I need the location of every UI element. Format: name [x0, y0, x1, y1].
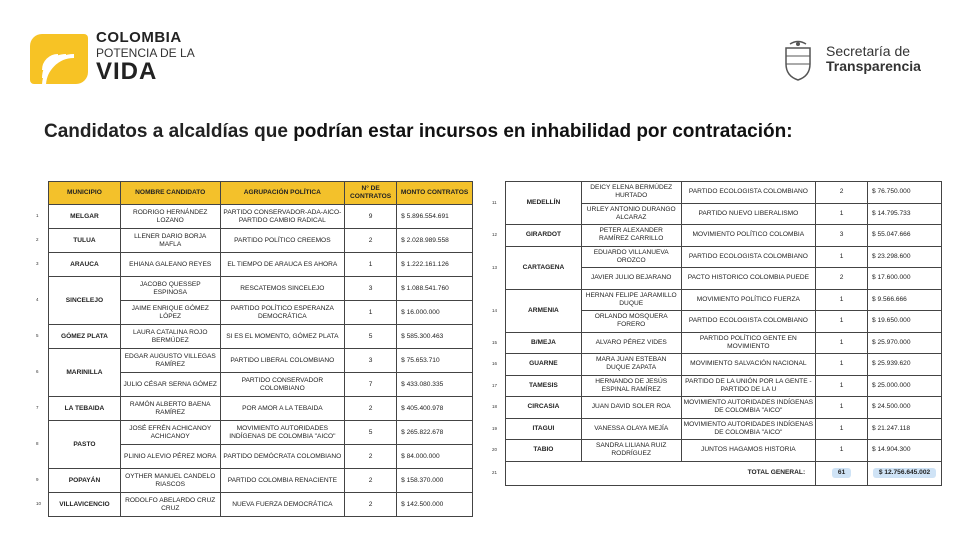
contratos-cell: 7 — [345, 373, 397, 397]
contratos-cell: 1 — [816, 375, 868, 397]
agrupacion-cell: PARTIDO COLOMBIA RENACIENTE — [220, 469, 345, 493]
candidato-cell: JUAN DAVID SOLER ROA — [581, 397, 681, 419]
row-number: 3 — [36, 261, 39, 266]
agrupacion-cell: PARTIDO DE LA UNIÓN POR LA GENTE - PARTIDO DE LA U — [681, 375, 816, 397]
monto-cell: $ 9.566.666 — [868, 289, 942, 311]
municipio-cell: GIRARDOT — [506, 225, 582, 247]
row-number: 16 — [492, 361, 498, 366]
contratos-cell: 5 — [345, 325, 397, 349]
contratos-cell: 1 — [816, 289, 868, 311]
agrupacion-cell: PARTIDO ECOLOGISTA COLOMBIANO — [681, 311, 816, 333]
row-number: 11 — [492, 200, 497, 205]
monto-cell: $ 14.795.733 — [868, 203, 942, 225]
candidato-cell: DEICY ELENA BERMÚDEZ HURTADO — [581, 182, 681, 204]
candidato-cell: JOSÉ EFRÉN ACHICANOY ACHICANOY — [120, 421, 220, 445]
candidato-cell: RODRIGO HERNÁNDEZ LOZANO — [120, 205, 220, 229]
municipio-cell: TULUA — [49, 229, 121, 253]
table-row — [506, 397, 942, 419]
table-row — [506, 225, 942, 247]
table-row — [506, 440, 942, 462]
table-row — [506, 375, 942, 397]
secretaria-logo — [780, 40, 950, 82]
monto-cell: $ 25.000.000 — [868, 375, 942, 397]
agrupacion-cell: PARTIDO LIBERAL COLOMBIANO — [220, 349, 345, 373]
municipio-cell: MEDELLÍN — [506, 182, 582, 225]
table-row — [49, 229, 473, 253]
contratos-cell: 1 — [816, 311, 868, 333]
table-row — [506, 246, 942, 268]
municipio-cell: CARTAGENA — [506, 246, 582, 289]
monto-cell: $ 17.600.000 — [868, 268, 942, 290]
agrupacion-cell: MOVIMIENTO AUTORIDADES INDÍGENAS DE COLOMBIA "AICO" — [681, 418, 816, 440]
monto-cell: $ 19.650.000 — [868, 311, 942, 333]
agrupacion-cell: PARTIDO POLÍTICO GENTE EN MOVIMIENTO — [681, 332, 816, 354]
monto-cell: $ 142.500.000 — [397, 493, 473, 517]
monto-cell: $ 55.047.666 — [868, 225, 942, 247]
left-candidates-table — [48, 181, 473, 517]
monto-cell: $ 24.500.000 — [868, 397, 942, 419]
agrupacion-cell: PARTIDO CONSERVADOR COLOMBIANO — [220, 373, 345, 397]
logo-line3: VIDA — [96, 58, 158, 85]
agrupacion-cell: MOVIMIENTO AUTORIDADES INDÍGENAS DE COLOMBIA "AICO" — [220, 421, 345, 445]
table-row — [49, 277, 473, 301]
logo-line1: COLOMBIA — [96, 29, 182, 46]
row-number: 17 — [492, 383, 498, 388]
table-row — [49, 397, 473, 421]
row-number: 18 — [492, 404, 498, 409]
municipio-cell: CIRCASIA — [506, 397, 582, 419]
municipio-cell: TABIO — [506, 440, 582, 462]
candidato-cell: LLENER DARIO BORJA MAFLA — [120, 229, 220, 253]
contratos-cell: 2 — [345, 229, 397, 253]
title-part1: Candidatos a alcaldías que — [44, 121, 294, 142]
table-header-row — [49, 182, 473, 205]
monto-cell: $ 433.080.335 — [397, 373, 473, 397]
contratos-cell: 1 — [816, 354, 868, 376]
monto-cell: $ 84.000.000 — [397, 445, 473, 469]
row-number: 7 — [36, 405, 39, 410]
monto-cell: $ 405.400.978 — [397, 397, 473, 421]
contratos-cell: 3 — [816, 225, 868, 247]
contratos-cell: 2 — [816, 182, 868, 204]
contratos-cell: 1 — [816, 332, 868, 354]
candidato-cell: ORLANDO MOSQUERA FORERO — [581, 311, 681, 333]
title-part2: podrían estar incursos en inhabilidad por contratación: — [293, 121, 793, 142]
candidato-cell: EHIANA GALEANO REYES — [120, 253, 220, 277]
table-row — [506, 418, 942, 440]
row-number: 6 — [36, 369, 39, 374]
contratos-cell: 2 — [345, 493, 397, 517]
table-row — [49, 493, 473, 517]
municipio-cell: POPAYÁN — [49, 469, 121, 493]
total-label: TOTAL GENERAL: — [506, 461, 816, 485]
agrupacion-cell: JUNTOS HAGAMOS HISTORIA — [681, 440, 816, 462]
agrupacion-cell: PARTIDO ECOLOGISTA COLOMBIANO — [681, 182, 816, 204]
monto-cell: $ 2.028.989.558 — [397, 229, 473, 253]
agrupacion-cell: POR AMOR A LA TEBAIDA — [220, 397, 345, 421]
agrupacion-cell: MOVIMIENTO AUTORIDADES INDÍGENAS DE COLOMBIA "AICO" — [681, 397, 816, 419]
contratos-cell: 1 — [816, 203, 868, 225]
monto-cell: $ 1.222.161.126 — [397, 253, 473, 277]
monto-cell: $ 23.298.600 — [868, 246, 942, 268]
agrupacion-cell: EL TIEMPO DE ARAUCA ES AHORA — [220, 253, 345, 277]
candidato-cell: ALVARO PÉREZ VIDES — [581, 332, 681, 354]
monto-cell: $ 16.000.000 — [397, 301, 473, 325]
logo-mark-icon — [30, 34, 88, 84]
row-number: 20 — [492, 447, 498, 452]
monto-cell: $ 158.370.000 — [397, 469, 473, 493]
contratos-cell: 2 — [816, 268, 868, 290]
candidato-cell: JACOBO QUESSEP ESPINOSA — [120, 277, 220, 301]
candidato-cell: JAIME ENRIQUE GÓMEZ LÓPEZ — [120, 301, 220, 325]
monto-cell: $ 5.896.554.691 — [397, 205, 473, 229]
row-number: 4 — [36, 297, 39, 302]
row-number: 2 — [36, 237, 39, 242]
row-number: 15 — [492, 340, 498, 345]
candidato-cell: VANESSA OLAYA MEJÍA — [581, 418, 681, 440]
row-number: 12 — [492, 232, 498, 237]
row-number: 21 — [492, 470, 498, 475]
coat-of-arms-icon — [780, 40, 816, 82]
logo-line2: POTENCIA DE LA — [96, 46, 195, 60]
agrupacion-cell: MOVIMIENTO SALVACIÓN NACIONAL — [681, 354, 816, 376]
monto-cell: $ 1.088.541.760 — [397, 277, 473, 301]
contratos-cell: 2 — [345, 397, 397, 421]
candidato-cell: RAMÓN ALBERTO BAENA RAMÍREZ — [120, 397, 220, 421]
agrupacion-cell: PACTO HISTORICO COLOMBIA PUEDE — [681, 268, 816, 290]
candidato-cell: MARA JUAN ESTEBAN DUQUE ZAPATA — [581, 354, 681, 376]
total-contratos: 61 — [832, 468, 851, 478]
municipio-cell: B/MEJA — [506, 332, 582, 354]
municipio-cell: ARAUCA — [49, 253, 121, 277]
table-row — [49, 205, 473, 229]
agrupacion-cell: SI ES EL MOMENTO, GÓMEZ PLATA — [220, 325, 345, 349]
candidato-cell: OYTHER MANUEL CANDELO RIASCOS — [120, 469, 220, 493]
municipio-cell: VILLAVICENCIO — [49, 493, 121, 517]
row-number: 14 — [492, 307, 498, 313]
contratos-cell: 1 — [816, 246, 868, 268]
municipio-cell: TAMESIS — [506, 375, 582, 397]
table-row — [49, 469, 473, 493]
page-title — [44, 121, 898, 143]
total-monto-cell — [868, 461, 942, 485]
municipio-cell: ARMENIA — [506, 289, 582, 332]
secretaria-line2: Transparencia — [826, 58, 921, 75]
contratos-cell: 2 — [345, 445, 397, 469]
monto-cell: $ 25.970.000 — [868, 332, 942, 354]
header-agrupacion: AGRUPACIÓN POLÍTICA — [220, 182, 345, 205]
contratos-cell: 1 — [345, 253, 397, 277]
row-number: 1 — [36, 213, 39, 218]
contratos-cell: 2 — [345, 469, 397, 493]
contratos-cell: 1 — [345, 301, 397, 325]
candidato-cell: HERNANDO DE JESÚS ESPINAL RAMÍREZ — [581, 375, 681, 397]
municipio-cell: GUARNE — [506, 354, 582, 376]
header-contratos: N° DE CONTRATOS — [345, 182, 397, 205]
table-row — [506, 354, 942, 376]
monto-cell: $ 14.904.300 — [868, 440, 942, 462]
candidato-cell: EDGAR AUGUSTO VILLEGAS RAMÍREZ — [120, 349, 220, 373]
municipio-cell: LA TEBAIDA — [49, 397, 121, 421]
candidato-cell: LAURA CATALINA ROJO BERMÚDEZ — [120, 325, 220, 349]
row-number: 5 — [36, 333, 39, 338]
total-monto: $ 12.756.645.002 — [873, 468, 936, 478]
table-row — [49, 349, 473, 373]
row-number: 9 — [36, 477, 39, 482]
candidato-cell: SANDRA LILIANA RUIZ RODRÍGUEZ — [581, 440, 681, 462]
agrupacion-cell: MOVIMIENTO POLÍTICO FUERZA — [681, 289, 816, 311]
candidato-cell: JAVIER JULIO BEJARANO — [581, 268, 681, 290]
row-number: 10 — [36, 501, 42, 506]
candidato-cell: EDUARDO VILLANUEVA OROZCO — [581, 246, 681, 268]
table-row — [506, 332, 942, 354]
contratos-cell: 1 — [816, 418, 868, 440]
monto-cell: $ 25.939.620 — [868, 354, 942, 376]
monto-cell: $ 585.300.463 — [397, 325, 473, 349]
table-row — [49, 421, 473, 445]
agrupacion-cell: PARTIDO ECOLOGISTA COLOMBIANO — [681, 246, 816, 268]
agrupacion-cell: PARTIDO DEMÓCRATA COLOMBIANO — [220, 445, 345, 469]
table-row — [49, 325, 473, 349]
agrupacion-cell: PARTIDO POLÍTICO CREEMOS — [220, 229, 345, 253]
monto-cell: $ 75.653.710 — [397, 349, 473, 373]
municipio-cell: ITAGUI — [506, 418, 582, 440]
municipio-cell: MELGAR — [49, 205, 121, 229]
row-number: 19 — [492, 426, 498, 431]
candidato-cell: RODOLFO ABELARDO CRUZ CRUZ — [120, 493, 220, 517]
contratos-cell: 1 — [816, 440, 868, 462]
header-municipio: MUNICIPIO — [49, 182, 121, 205]
table-row — [49, 253, 473, 277]
table-row — [506, 289, 942, 311]
contratos-cell: 9 — [345, 205, 397, 229]
row-number: 13 — [492, 264, 498, 270]
agrupacion-cell: PARTIDO NUEVO LIBERALISMO — [681, 203, 816, 225]
candidato-cell: JULIO CÉSAR SERNA GÓMEZ — [120, 373, 220, 397]
contratos-cell: 1 — [816, 397, 868, 419]
candidato-cell: PETER ALEXANDER RAMÍREZ CARRILLO — [581, 225, 681, 247]
contratos-cell: 3 — [345, 277, 397, 301]
candidato-cell: PLINIO ALEVIO PÉREZ MORA — [120, 445, 220, 469]
secretaria-line1: Secretaría de — [826, 43, 911, 59]
agrupacion-cell: RESCATEMOS SINCELEJO — [220, 277, 345, 301]
monto-cell: $ 76.750.000 — [868, 182, 942, 204]
total-row — [506, 461, 942, 485]
municipio-cell: MARINILLA — [49, 349, 121, 397]
agrupacion-cell: PARTIDO CONSERVADOR-ADA-AICO-PARTIDO CAMBIO RADICAL — [220, 205, 345, 229]
right-candidates-table — [505, 181, 942, 486]
municipio-cell: PASTO — [49, 421, 121, 469]
agrupacion-cell: MOVIMIENTO POLÍTICO COLOMBIA — [681, 225, 816, 247]
agrupacion-cell: PARTIDO POLÍTICO ESPERANZA DEMOCRÁTICA — [220, 301, 345, 325]
monto-cell: $ 265.822.678 — [397, 421, 473, 445]
colombia-logo — [30, 30, 220, 90]
contratos-cell: 5 — [345, 421, 397, 445]
row-number: 8 — [36, 441, 39, 446]
table-row — [506, 182, 942, 204]
header-candidato: NOMBRE CANDIDATO — [120, 182, 220, 205]
total-contratos-cell — [816, 461, 868, 485]
municipio-cell: SINCELEJO — [49, 277, 121, 325]
candidato-cell: URLEY ANTONIO DURANGO ALCARAZ — [581, 203, 681, 225]
contratos-cell: 3 — [345, 349, 397, 373]
agrupacion-cell: NUEVA FUERZA DEMOCRÁTICA — [220, 493, 345, 517]
municipio-cell: GÓMEZ PLATA — [49, 325, 121, 349]
monto-cell: $ 21.247.118 — [868, 418, 942, 440]
candidato-cell: HERNAN FELIPE JARAMILLO DUQUE — [581, 289, 681, 311]
header-monto: MONTO CONTRATOS — [397, 182, 473, 205]
